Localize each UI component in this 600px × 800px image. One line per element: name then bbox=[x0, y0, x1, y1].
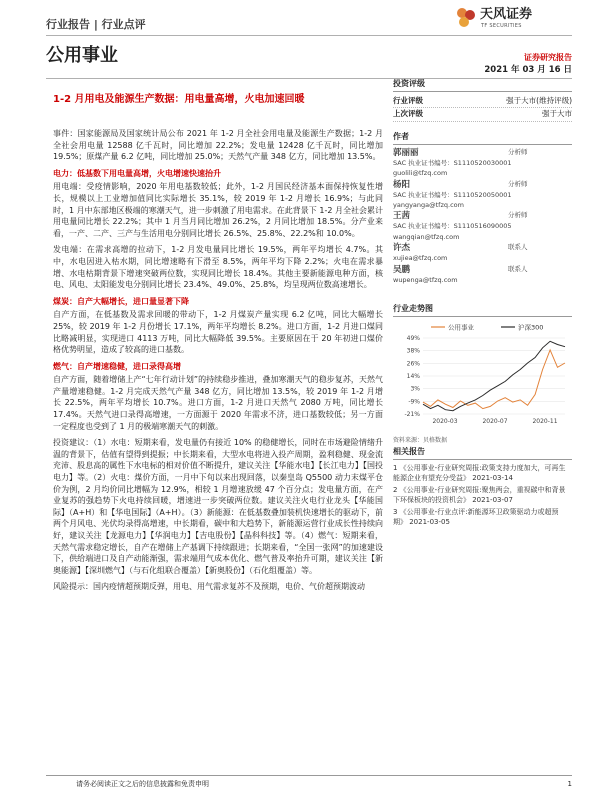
prev-rating-value: 强于大市 bbox=[542, 109, 572, 119]
disclaimer-note: 请务必阅读正文之后的信息披露和免责申明 bbox=[76, 780, 209, 788]
author-email[interactable]: guolili@tfzq.com bbox=[393, 169, 448, 178]
logo-icon bbox=[454, 5, 478, 29]
author-role: 分析师 bbox=[508, 211, 528, 220]
coal-paragraph: 自产方面，在低基数及需求回暖的带动下，1-2 月煤炭产量实现 6.2 亿吨，同比大幅增长 25%，较 2019 年 1-2 月份增长 17.1%，两年平均增长 8.2%。进口方面，1-2 月进口煤同比略减明显，实现进口 4113 万吨，同比大幅降低 39.5%。主要原因在于 20 年初进口煤价格优势明显，造成了较高的进口基数。 bbox=[53, 310, 383, 355]
investment-advice-paragraph: 投资建议：（1）水电：短期来看，发电量仍有接近 10% 的稳健增长，同时在市场避险情绪升温的背景下，估值有望得到提振；中长期来看，大型水电将进入投产周期，盈利稳健、现金流充沛、股息高的属性下水电标的相对价值不断提升，建议关注【华能水电】【长江电力】【国投电力】等。（2）火电：煤价方面，一月中下旬以来出现回落，以秦皇岛 Q5500 动力末煤平仓价为例，2 月均价同比增幅为 12.9%，相较 1 月增速放缓 47 个百分点；发电量方面，在产业复苏的强趋势下火电持续回暖，增速进一步突破两位数。建议关注火电行业龙头【华能国际】（A+H）和【华电国际】（A+H）。（3）新能源：在低基数叠加装机快速增长的驱动下，前两个月风电、光伏均录得高增速，中长期看，碳中和大趋势下，新能源运营行业成长性持续向好，建议关注【龙源电力】【华润电力】【吉电股份】【晶科科技】等。（4）燃气：短期来看，天然气需求稳定增长，自产在增储上产基调下持续跟进；长期来看，“全国一张网”的加速建设下，供给端进口及自产动能渐强，需求端用气成本优化、燃气普及率抬升可期，建议关注【新奥能源】【深圳燃气】（与石化组联合覆盖）【新奥股份】（石化组覆盖）等。 bbox=[53, 438, 383, 575]
related-reports-box bbox=[393, 446, 572, 529]
y-tick-label: 26% bbox=[406, 359, 420, 367]
x-tick-label: 2020-07 bbox=[482, 417, 508, 425]
author-role: 联系人 bbox=[508, 243, 528, 252]
invest-rating-heading: 投资评级 bbox=[393, 78, 572, 92]
authors-heading: 作者 bbox=[393, 131, 572, 145]
chart-source: 资料来源：贝格数据 bbox=[393, 437, 448, 445]
risk-paragraph: 风险提示：国内疫情超预期反弹，用电、用气需求复苏不及预期，电价、气价超预期波动 bbox=[53, 582, 365, 592]
main-body bbox=[53, 128, 383, 598]
logo-text-en: TF SECURITIES bbox=[481, 23, 522, 29]
header-divider bbox=[46, 35, 572, 36]
industry-rating-row bbox=[393, 95, 572, 109]
trend-chart-box bbox=[393, 303, 572, 446]
author-entry bbox=[393, 180, 572, 210]
author-name: 郭丽丽 bbox=[393, 147, 419, 158]
report-type: 证券研究报告 bbox=[524, 53, 572, 62]
x-tick-label: 2020-11 bbox=[532, 417, 558, 425]
rating-box bbox=[393, 78, 572, 122]
author-name: 吴鹏 bbox=[393, 264, 411, 275]
trend-chart bbox=[393, 320, 572, 432]
author-cert: SAC 执业证书编号：S1110520030001 bbox=[393, 158, 512, 167]
page-number: 1 bbox=[567, 780, 572, 788]
y-tick-label: -9% bbox=[408, 397, 420, 405]
y-tick-label: 49% bbox=[406, 334, 420, 342]
industry-title: 公用事业 bbox=[46, 45, 118, 66]
authors-box bbox=[393, 131, 572, 286]
author-entry bbox=[393, 211, 572, 241]
author-email[interactable]: wangqian@tfzq.com bbox=[393, 232, 460, 241]
author-email[interactable]: xujiea@tfzq.com bbox=[393, 254, 448, 263]
prev-rating-row bbox=[393, 108, 572, 122]
y-tick-label: -21% bbox=[404, 410, 420, 418]
event-paragraph: 事件：国家能源局及国家统计局公布 2021 年 1-2 月全社会用电量及能源生产数据；1-2 月全社会用电量 12588 亿千瓦时，同比增加 22.2%；发电量 12428 亿千瓦时，同比增加 19.5%；原煤产量 6.2 亿吨，同比增加 25.0%；天然气产量 348 亿方，同比增加 13.5%。 bbox=[53, 129, 383, 162]
author-role: 分析师 bbox=[508, 179, 528, 188]
y-tick-label: 3% bbox=[410, 385, 420, 393]
trend-heading: 行业走势图 bbox=[393, 303, 572, 317]
industry-rating-value: 强于大市(维持评级) bbox=[506, 95, 572, 105]
section-heading-power: 电力：低基数下用电量高增，火电增速快速抬升 bbox=[53, 168, 221, 178]
related-report-link[interactable]: 1 《公用事业-行业研究周报:政策支持力度加大，可再生能源企业有望充分受益》 2021-03-14 bbox=[393, 463, 566, 483]
author-entry bbox=[393, 243, 572, 262]
prev-rating-label: 上次评级 bbox=[393, 109, 423, 119]
page-footer bbox=[46, 775, 572, 789]
related-report-link[interactable]: 2 《公用事业-行业研究周报:聚焦两会，重视碳中和背景下环保板块的投资机会》 2021-03-07 bbox=[393, 485, 566, 505]
gas-paragraph: 自产方面，随着增储上产“七年行动计划”的持续稳步推进，叠加寒潮天气的稳步复苏，天然气产量增速稳健。1-2 月完成天然气产量 348 亿方，同比增加 13.5%，较 2019 年 1-2 月增长 22.5%，两年平均增长 10.7%。进口方面，1-2 月进口天然气 2080 万吨，同比增长 17.4%。天然气进口录得高增速，一方面源于 2020 年需求不济，进口基数较低；另一方面一定程度也受到了 1 月的极端寒潮天气的刺激。 bbox=[53, 375, 383, 431]
author-role: 分析师 bbox=[508, 147, 528, 156]
author-name: 杨阳 bbox=[393, 179, 411, 190]
author-name: 王茜 bbox=[393, 211, 411, 222]
section-heading-gas: 燃气：自产增速稳健，进口录得高增 bbox=[53, 361, 181, 371]
report-tag: 行业报告 | 行业点评 bbox=[46, 18, 146, 31]
author-name: 许杰 bbox=[393, 243, 411, 254]
legend-label: 公用事业 bbox=[448, 323, 474, 332]
x-tick-label: 2020-03 bbox=[432, 417, 458, 425]
y-tick-label: 14% bbox=[406, 372, 420, 380]
series-line-0 bbox=[423, 349, 565, 408]
author-email[interactable]: yangyanga@tfzq.com bbox=[393, 201, 464, 209]
related-report-link[interactable]: 3 《公用事业-行业点评:新能源环卫政策驱动力或超预期》 2021-03-05 bbox=[393, 507, 559, 527]
report-headline: 1-2 月用电及能源生产数据：用电量高增，火电加速回暖 bbox=[53, 94, 305, 105]
industry-rating-label: 行业评级 bbox=[393, 95, 423, 105]
logo-text-cn: 天风证券 bbox=[480, 7, 533, 22]
legend-label: 沪深300 bbox=[518, 323, 544, 332]
brand-logo bbox=[452, 4, 572, 30]
author-role: 联系人 bbox=[508, 264, 528, 273]
demand-paragraph: 用电端：受疫情影响，2020 年用电基数较低；此外，1-2 月国民经济基本面保持恢复性增长，规模以上工业增加值同比实际增长 35.1%，较 2019 年 1-2 月增长 16.9%；与此同时，1 月中东部地区极端的寒潮天气，进一步刺激了用电需求。在此背景下 1-2 月全社会累计用电量同比增长 22.2%；其中 1 月当月同比增加 26.2%，2 月同比增加 18.5%。分产业来看，一产、二产、三产与生活用电分别同比增长 26.5%、25.8%、22.2%和 10.0%。 bbox=[53, 182, 383, 238]
author-entry bbox=[393, 265, 572, 284]
report-date: 2021 年 03 月 16 日 bbox=[484, 65, 572, 75]
y-tick-label: 38% bbox=[406, 347, 420, 355]
related-heading: 相关报告 bbox=[393, 446, 572, 460]
author-email[interactable]: wupenga@tfzq.com bbox=[393, 275, 458, 284]
generation-paragraph: 发电端：在需求高增的拉动下，1-2 月发电量同比增长 19.5%，两年平均增长 4.7%。其中，水电因进入枯水期，同比增速略有下滑至 8.5%，两年平均下降 2.2%；火电在需求暴增、水电枯期背景下增速突破两位数，实现同比增长 18.4%。其他主要新能源电种方面，核电、风电、太阳能发电分别同比增长 23.4%、49.0%、25.8%，均呈现两位数高速增长。 bbox=[53, 245, 383, 290]
section-heading-coal: 煤炭：自产大幅增长，进口量显著下降 bbox=[53, 296, 189, 306]
author-cert: SAC 执业证书编号：S1110520050001 bbox=[393, 190, 512, 199]
author-cert: SAC 执业证书编号：S1110516090005 bbox=[393, 222, 512, 231]
author-entry bbox=[393, 148, 572, 178]
